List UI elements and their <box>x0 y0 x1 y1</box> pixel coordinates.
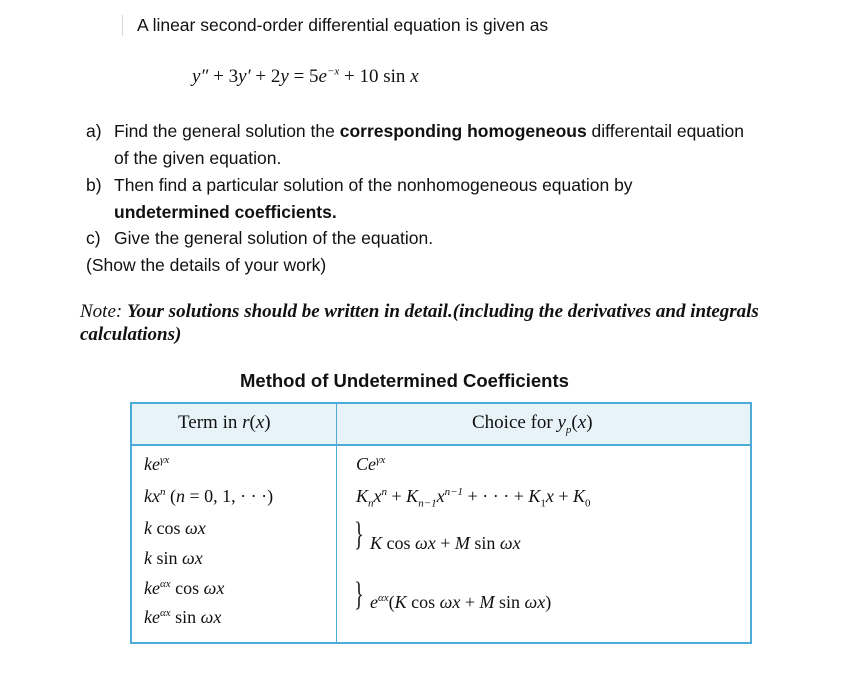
item-a-bold: corresponding homogeneous <box>339 121 587 141</box>
header-choice: Choice for $y_p(x)$ <box>472 412 593 436</box>
item-a-text-before: Find the general solution the <box>114 121 340 141</box>
term-row-2: $kx^n$ (n = 0, 1, · · ·) <box>144 486 274 506</box>
item-a-marker: a) <box>86 121 102 141</box>
choice-row-5: $e^{\alpha x}(K$ cos ωx + M sin ωx) <box>370 592 552 612</box>
note-lead: Note: <box>80 301 127 322</box>
item-a-text-after: differentail equation <box>586 121 744 141</box>
eq-y-prime: y′ <box>238 66 251 87</box>
eq-exponent: −x <box>326 65 340 78</box>
coefficients-table <box>130 402 752 644</box>
item-b <box>86 175 633 196</box>
choice-row-3: K cos ωx + M sin ωx <box>370 533 521 553</box>
eq-equals: = 5 <box>288 66 319 87</box>
term-row-1: $ke^{\gamma x}$ <box>144 454 170 474</box>
item-c-marker: c) <box>86 228 101 248</box>
term-row-6: $ke^{\alpha x}$ sin ωx <box>144 607 222 627</box>
item-b-marker: b) <box>86 175 102 195</box>
eq-y-double-prime: y″ <box>192 66 209 87</box>
note-body: Your solutions should be written in detail.(including the derivatives and integrals calculations) <box>80 301 759 345</box>
column-divider <box>336 404 337 642</box>
term-row-3: k cos ωx <box>144 518 206 538</box>
table-title: Method of Undetermined Coefficients <box>240 370 569 391</box>
header-term: Term in r(x) <box>178 412 271 433</box>
item-c <box>86 228 433 249</box>
brace-exp-trig: } <box>354 576 364 613</box>
eq-y: y <box>280 66 289 87</box>
item-a <box>86 121 744 142</box>
eq-tail: + 10 sin <box>339 66 411 87</box>
intro-text: A linear second-order differential equation is given as <box>122 15 548 36</box>
note-paragraph <box>80 300 800 346</box>
term-row-5: $ke^{\alpha x}$ cos ωx <box>144 578 225 598</box>
item-b-text: Then find a particular solution of the nonhomogeneous equation by <box>114 175 633 195</box>
brace-trig: } <box>354 516 364 553</box>
eq-e: e <box>318 66 327 87</box>
item-c-text: Give the general solution of the equation. <box>114 228 434 248</box>
choice-row-2: $K_nx^n + K_{n-1}x^{n-1}$ + · · · + $K_1x + K_0$ <box>356 486 591 510</box>
show-details-text: (Show the details of your work) <box>86 255 327 275</box>
item-a-continuation: of the given equation. <box>114 148 282 168</box>
eq-op2: + 2 <box>250 66 281 87</box>
eq-x: x <box>410 66 419 87</box>
choice-row-1: $Ce^{\gamma x}$ <box>356 454 386 474</box>
eq-op1: + 3 <box>208 66 239 87</box>
term-row-4: k sin ωx <box>144 548 203 568</box>
item-b-continuation: undetermined coefficients. <box>114 202 337 222</box>
differential-equation <box>192 66 419 88</box>
